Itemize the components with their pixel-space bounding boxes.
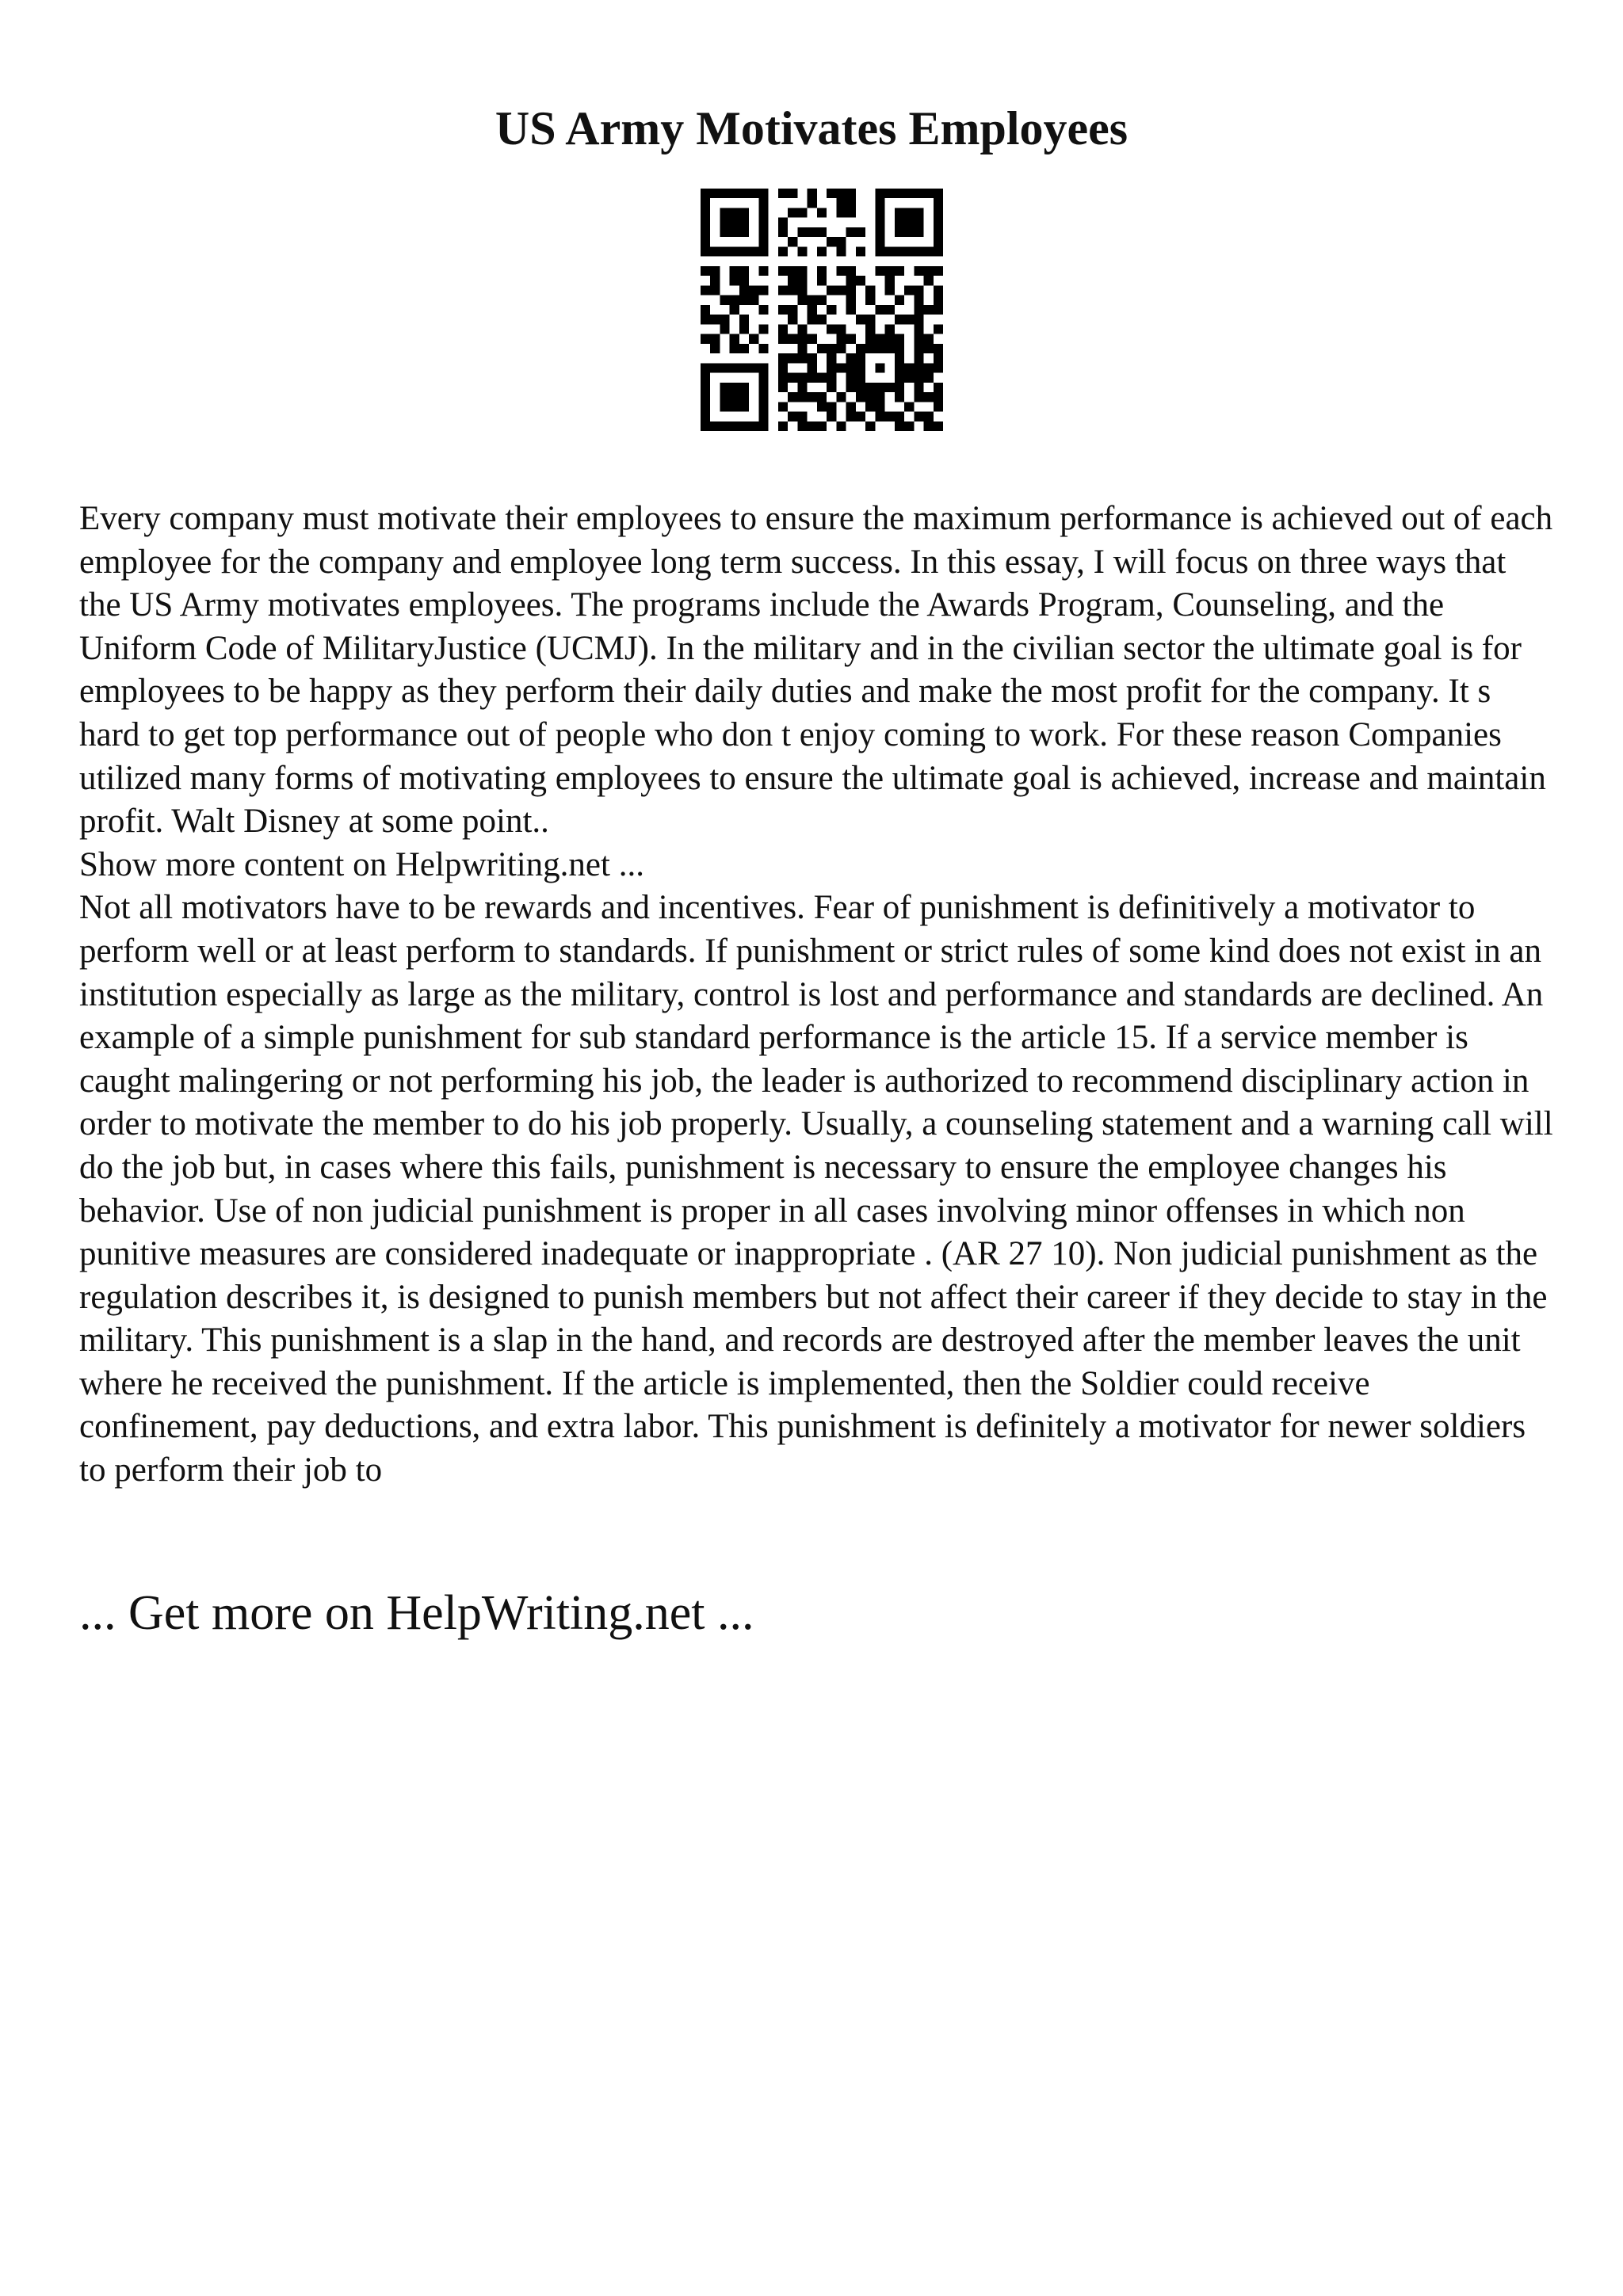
body-paragraph: Not all motivators have to be rewards and incentives. Fear of punishment is definitively a motivator to perform well or at least perform to standards. If punishment or strict rules of some kind does not exist in an institution especially as large as the military, control is lost and performance and standards are declined. An example of a simple punishment for sub standard performance is the article 15. If a service member is caught malingering or not performing his job, the leader is authorized to recommend disciplinary action in order to motivate the member to do his job properly. Usually, a counseling statement and a warning call will do the job but, in cases where this fails, punishment is necessary to ensure the employee changes his behavior. Use of non judicial punishment is proper in all cases involving minor offenses in which non punitive measures are considered inadequate or inappropriate . (AR 27 10). Non judicial punishment as the regulation describes it, is designed to punish members but not affect their career if they decide to stay in the military. This punishment is a slap in the hand, and records are destroyed after the member leaves the unit where he received the punishment. If the article is implemented, then the Soldier could receive confinement, pay deductions, and extra labor. This punishment is definitely a motivator for newer soldiers to perform their job to — [79, 889, 1553, 1489]
show-more-content-link[interactable]: Show more content on Helpwriting.net ... — [79, 845, 644, 883]
get-more-link[interactable]: ... Get more on HelpWriting.net ... — [79, 1586, 754, 1640]
document-body — [79, 498, 1553, 1493]
qr-code-icon — [701, 189, 943, 431]
document-title: US Army Motivates Employees — [495, 102, 1128, 154]
body-paragraph: Every company must motivate their employees to ensure the maximum performance is achieved out of each employee for the company and employee long term success. In this essay, I will focus on three ways that the US Army motivates employees. The programs include the Awards Program, Counseling, and the Uniform Code of MilitaryJustice (UCMJ). In the military and in the civilian sector the ultimate goal is for employees to be happy as they perform their daily duties and make the most profit for the company. It s hard to get top performance out of people who don t enjoy coming to work. For these reason Companies utilized many forms of motivating employees to ensure the ultimate goal is achieved, increase and maintain profit. Walt Disney at some point.. — [79, 500, 1553, 841]
